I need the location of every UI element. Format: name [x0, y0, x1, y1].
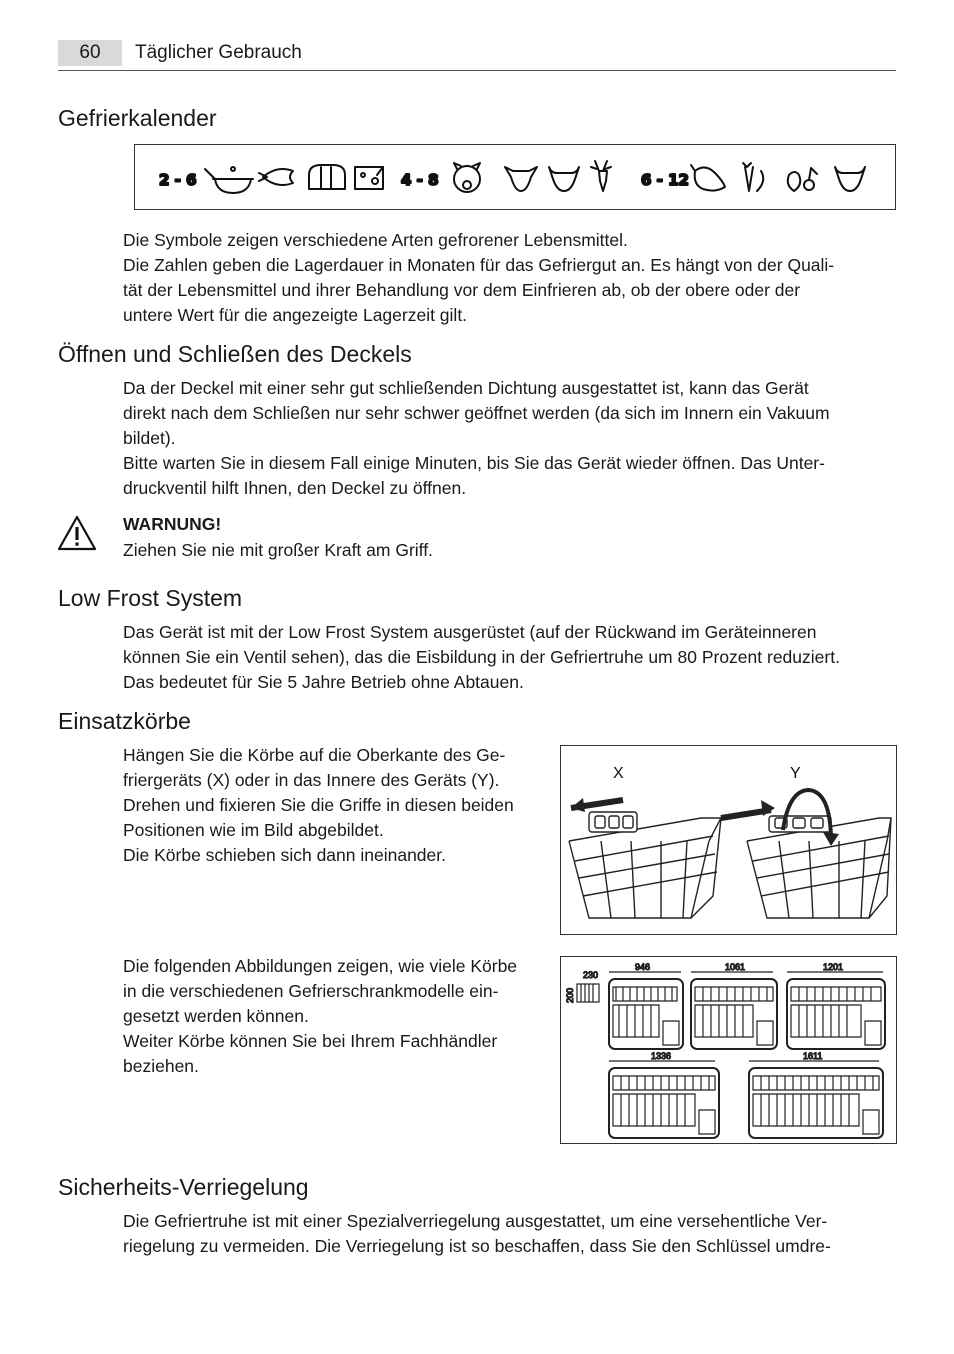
lock-text-2: riegelung zu vermeiden. Die Verriegelung ist so beschaffen, dass Sie den Schlüssel umdre-	[123, 1236, 831, 1256]
baskets-text-8: gesetzt werden können.	[123, 1006, 309, 1026]
lowfrost-text-3: Das bedeutet für Sie 5 Jahre Betrieb ohne Abtauen.	[123, 672, 524, 692]
model-label-1611: 1611	[803, 1051, 823, 1061]
baskets-text-1: Hängen Sie die Körbe auf die Oberkante des Ge-	[123, 745, 506, 765]
fish-icon	[259, 169, 293, 185]
baskets-text-5: Die Körbe schieben sich dann ineinander.	[123, 845, 446, 865]
basket-x	[569, 812, 721, 918]
lid-text-1: Da der Deckel mit einer sehr gut schließenden Dichtung ausgestattet ist, kann das Gerät	[123, 378, 809, 398]
basket-illustration	[561, 746, 896, 934]
section-title-calendar: Gefrierkalender	[58, 105, 217, 131]
section-title-baskets: Einsatzkörbe	[58, 708, 191, 734]
page-number: 60	[58, 40, 122, 66]
calendar-text-2b: tät der Lebensmittel und ihrer Behandlung vor dem Einfrieren ab, ob der obere oder der	[123, 280, 801, 300]
calendar-text-1: Die Symbole zeigen verschiedene Arten gefrorener Lebensmittel.	[123, 230, 628, 250]
deer-icon	[591, 161, 611, 191]
warning-title: WARNUNG!	[123, 514, 222, 534]
freezer-model-946	[609, 962, 683, 1049]
baskets-text-10: beziehen.	[123, 1056, 199, 1076]
chapter-title: Täglicher Gebrauch	[135, 42, 302, 63]
bread-icon	[309, 165, 345, 189]
pig-icon	[454, 163, 480, 192]
freezer-model-1061	[691, 962, 777, 1049]
header-rule	[58, 70, 896, 71]
cow-icon	[549, 167, 579, 191]
lid-text-3: bildet).	[123, 428, 176, 448]
vegetables-icon	[743, 163, 763, 191]
range-label-1: 2 - 6	[159, 171, 197, 189]
lid-text-2: direkt nach dem Schließen nur sehr schwer geöffnet werden (da sich im Innern ein Vakuum	[123, 403, 830, 423]
fruit-icon	[788, 168, 817, 191]
section-title-lid: Öffnen und Schließen des Deckels	[58, 341, 412, 367]
section-title-lowfrost: Low Frost System	[58, 585, 243, 611]
warning-text: Ziehen Sie nie mit großer Kraft am Griff.	[123, 540, 433, 560]
warning-triangle-icon	[56, 514, 98, 552]
basket-y	[747, 816, 891, 918]
dim-basket-width: 230	[583, 970, 599, 980]
chicken-icon	[691, 165, 725, 191]
freezer-model-1201	[787, 962, 885, 1049]
calendar-text-2c: untere Wert für die angezeigte Lagerzeit gilt.	[123, 305, 468, 325]
cheese-icon	[355, 167, 383, 189]
lid-text-5: druckventil hilft Ihnen, den Deckel zu öffnen.	[123, 478, 467, 498]
section-title-lock: Sicherheits-Verriegelung	[58, 1174, 309, 1200]
basket-placement-figure	[560, 745, 897, 935]
freezer-model-1611	[749, 1051, 883, 1138]
range-label-2: 4 - 8	[401, 171, 439, 189]
beef-icon	[835, 167, 865, 191]
baskets-text-9: Weiter Körbe können Sie bei Ihrem Fachhändler	[123, 1031, 498, 1051]
lid-text-4: Bitte warten Sie in diesem Fall einige Minuten, bis Sie das Gerät wieder öffnen. Das Unter-	[123, 453, 825, 473]
range-label-3: 6 - 12	[641, 171, 689, 189]
baskets-text-6: Die folgenden Abbildungen zeigen, wie viele Körbe	[123, 956, 518, 976]
freezing-calendar-strip	[135, 145, 895, 209]
baskets-text-3: Drehen und fixieren Sie die Griffe in diesen beiden	[123, 795, 514, 815]
pot-icon	[205, 167, 253, 193]
calf-icon	[505, 167, 537, 191]
model-label-1201: 1201	[823, 962, 844, 972]
figure-label-x: X	[613, 765, 624, 782]
model-label-946: 946	[635, 962, 651, 972]
baskets-text-4: Positionen wie im Bild abgebildet.	[123, 820, 384, 840]
freezer-model-1336	[609, 1051, 719, 1138]
model-label-1061: 1061	[725, 962, 746, 972]
freezer-models-figure	[560, 956, 897, 1144]
freezer-models-illustration	[561, 957, 896, 1143]
calendar-text-2a: Die Zahlen geben die Lagerdauer in Monaten für das Gefriergut an. Es hängt von der Quali-	[123, 255, 835, 275]
lowfrost-text-2: können Sie ein Ventil sehen), das die Eisbildung in der Gefriertruhe um 80 Prozent reduziert.	[123, 647, 840, 667]
lowfrost-text-1: Das Gerät ist mit der Low Frost System ausgerüstet (auf der Rückwand im Geräteinneren	[123, 622, 817, 642]
dim-basket-height: 200	[565, 987, 575, 1003]
freezing-calendar-box	[134, 144, 896, 210]
baskets-text-2: friergeräts (X) oder in das Innere des Geräts (Y).	[123, 770, 500, 790]
figure-label-y: Y	[790, 765, 801, 782]
lock-text-1: Die Gefriertruhe ist mit einer Spezialverriegelung ausgestattet, um eine versehentliche Ver-	[123, 1211, 828, 1231]
baskets-text-7: in die verschiedenen Gefrierschrankmodelle ein-	[123, 981, 499, 1001]
model-label-1336: 1336	[651, 1051, 672, 1061]
